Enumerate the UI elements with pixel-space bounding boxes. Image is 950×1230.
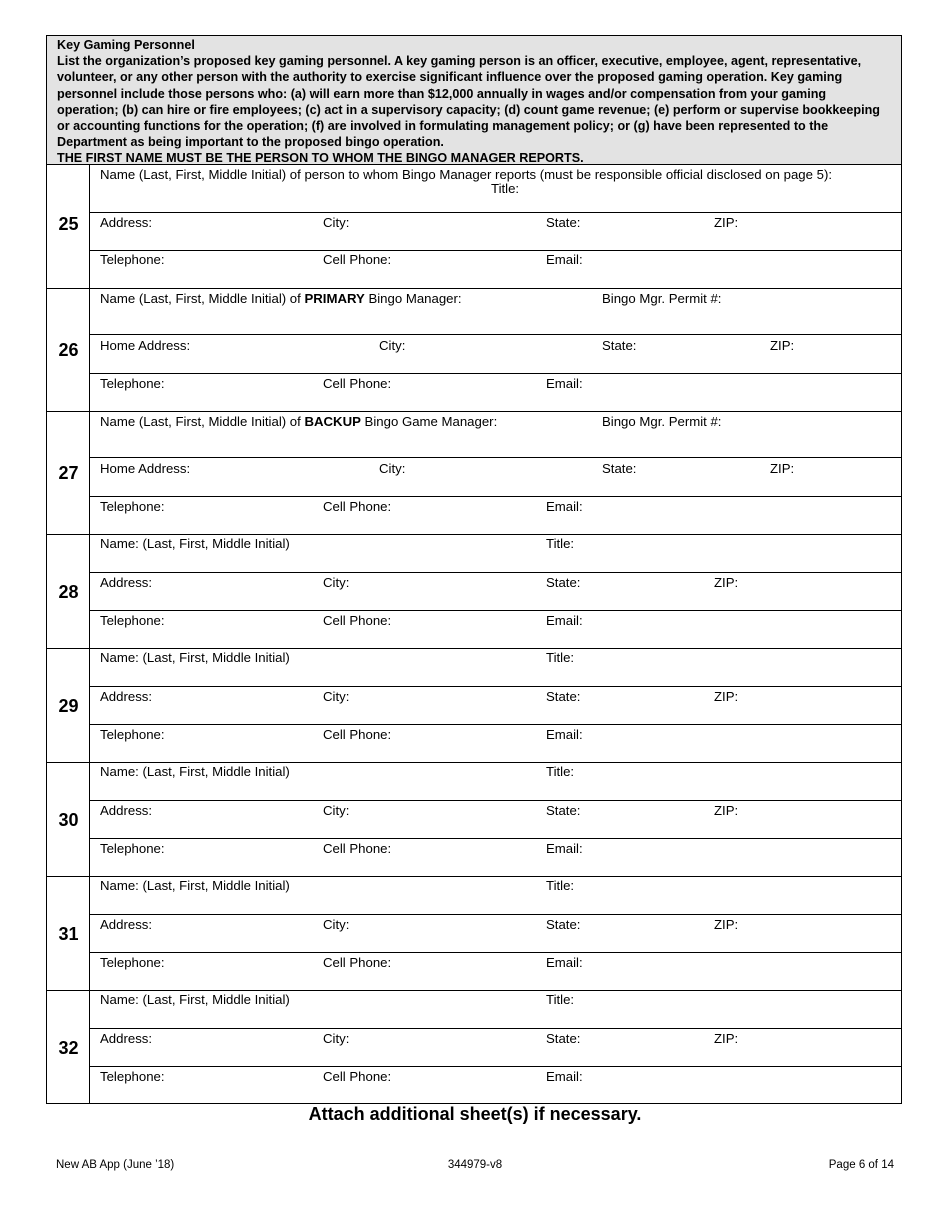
name-field-label[interactable]: Name (Last, First, Middle Initial) of person to whom Bingo Manager reports (must be responsible official disclosed on page 5): — [100, 167, 833, 182]
city-field-label[interactable]: City: — [379, 338, 406, 353]
section-header — [47, 36, 901, 165]
row-divider — [90, 838, 901, 839]
primary-keyword: PRIMARY — [304, 291, 365, 306]
state-field-label[interactable]: State: — [546, 1031, 581, 1046]
telephone-field-label[interactable]: Telephone: — [100, 727, 165, 742]
row-divider — [90, 914, 901, 915]
personnel-section-29 — [47, 649, 901, 763]
cell-phone-field-label[interactable]: Cell Phone: — [323, 376, 392, 391]
key-gaming-personnel-form — [46, 35, 902, 1104]
title-field-label[interactable]: Title: — [546, 536, 575, 551]
name-suffix: Bingo Manager: — [364, 291, 462, 306]
name-prefix: Name (Last, First, Middle Initial) of — [100, 291, 305, 306]
zip-field-label[interactable]: ZIP: — [714, 689, 739, 704]
backup-keyword: BACKUP — [304, 414, 361, 429]
section-number: 25 — [58, 214, 79, 234]
personnel-section-31 — [47, 877, 901, 991]
city-field-label[interactable]: City: — [323, 689, 350, 704]
zip-field-label[interactable]: ZIP: — [770, 461, 795, 476]
row-divider — [90, 250, 901, 251]
row-divider — [90, 572, 901, 573]
email-field-label[interactable]: Email: — [546, 727, 583, 742]
personnel-section-30 — [47, 763, 901, 877]
city-field-label[interactable]: City: — [379, 461, 406, 476]
header-title: Key Gaming Personnel — [57, 38, 195, 52]
email-field-label[interactable]: Email: — [546, 1069, 583, 1084]
title-field-label[interactable]: Title: — [546, 992, 575, 1007]
name-field-label[interactable]: Name: (Last, First, Middle Initial) — [100, 536, 290, 551]
telephone-field-label[interactable]: Telephone: — [100, 613, 165, 628]
telephone-field-label[interactable]: Telephone: — [100, 376, 165, 391]
telephone-field-label[interactable]: Telephone: — [100, 841, 165, 856]
section-number: 27 — [58, 463, 79, 483]
email-field-label[interactable]: Email: — [546, 499, 583, 514]
home-address-field-label[interactable]: Home Address: — [100, 461, 191, 476]
state-field-label[interactable]: State: — [602, 461, 637, 476]
row-divider — [90, 496, 901, 497]
section-number: 30 — [58, 810, 79, 830]
row-divider — [90, 373, 901, 374]
title-field-label[interactable]: Title: — [546, 764, 575, 779]
telephone-field-label[interactable]: Telephone: — [100, 499, 165, 514]
state-field-label[interactable]: State: — [546, 803, 581, 818]
title-field-label[interactable]: Title: — [491, 181, 520, 196]
zip-field-label[interactable]: ZIP: — [770, 338, 795, 353]
home-address-field-label[interactable]: Home Address: — [100, 338, 191, 353]
zip-field-label[interactable]: ZIP: — [714, 1031, 739, 1046]
section-number: 28 — [58, 582, 79, 602]
state-field-label[interactable]: State: — [546, 917, 581, 932]
state-field-label[interactable]: State: — [546, 575, 581, 590]
name-field-label[interactable]: Name: (Last, First, Middle Initial) — [100, 764, 290, 779]
personnel-section-32 — [47, 991, 901, 1103]
row-divider — [90, 334, 901, 335]
zip-field-label[interactable]: ZIP: — [714, 575, 739, 590]
address-field-label[interactable]: Address: — [100, 803, 153, 818]
section-number: 29 — [58, 696, 79, 716]
name-field-label[interactable]: Name: (Last, First, Middle Initial) — [100, 878, 290, 893]
address-field-label[interactable]: Address: — [100, 215, 153, 230]
permit-number-label[interactable]: Bingo Mgr. Permit #: — [602, 291, 722, 306]
city-field-label[interactable]: City: — [323, 1031, 350, 1046]
state-field-label[interactable]: State: — [546, 215, 581, 230]
address-field-label[interactable]: Address: — [100, 917, 153, 932]
email-field-label[interactable]: Email: — [546, 252, 583, 267]
section-number: 32 — [58, 1038, 79, 1058]
name-prefix: Name (Last, First, Middle Initial) of — [100, 414, 305, 429]
row-divider — [90, 212, 901, 213]
cell-phone-field-label[interactable]: Cell Phone: — [323, 499, 392, 514]
cell-phone-field-label[interactable]: Cell Phone: — [323, 727, 392, 742]
cell-phone-field-label[interactable]: Cell Phone: — [323, 1069, 392, 1084]
backup-manager-name-label[interactable] — [100, 414, 497, 429]
address-field-label[interactable]: Address: — [100, 689, 153, 704]
name-suffix: Bingo Game Manager: — [360, 414, 498, 429]
header-emphasis: THE FIRST NAME MUST BE THE PERSON TO WHOM THE BINGO MANAGER REPORTS. — [57, 151, 584, 166]
attach-sheets-note: Attach additional sheet(s) if necessary. — [308, 1104, 642, 1124]
cell-phone-field-label[interactable]: Cell Phone: — [323, 841, 392, 856]
permit-number-label[interactable]: Bingo Mgr. Permit #: — [602, 414, 722, 429]
city-field-label[interactable]: City: — [323, 917, 350, 932]
row-divider — [90, 800, 901, 801]
email-field-label[interactable]: Email: — [546, 841, 583, 856]
footer-document-id: 344979-v8 — [447, 1159, 503, 1171]
primary-manager-name-label[interactable] — [100, 291, 462, 306]
header-body: List the organization’s proposed key gaming personnel. A key gaming person is an officer, executive, employee, agent, representative, volunteer, or any other person with the authority to exercise significant influence over the proposed gaming operation. Key gaming personnel include those persons who: (a) will earn more than $12,000 annually in wages and/or compensation from your gaming operation; (b) can hire or fire employees; (c) act in a supervisory capacity; (d) count game revenue; (e) perform or supervise bookkeeping or accounting functions for the operation; (f) are involved in formulating management policy; or (g) have been represented to the Department as being important to the proposed bingo operation. — [57, 54, 880, 150]
email-field-label[interactable]: Email: — [546, 955, 583, 970]
email-field-label[interactable]: Email: — [546, 613, 583, 628]
address-field-label[interactable]: Address: — [100, 575, 153, 590]
telephone-field-label[interactable]: Telephone: — [100, 1069, 165, 1084]
footer-form-version: New AB App (June ’18) — [56, 1159, 175, 1171]
section-number: 26 — [58, 340, 79, 360]
row-divider — [90, 1028, 901, 1029]
personnel-section-26 — [47, 289, 901, 412]
name-field-label[interactable]: Name: (Last, First, Middle Initial) — [100, 650, 290, 665]
title-field-label[interactable]: Title: — [546, 878, 575, 893]
row-divider — [90, 686, 901, 687]
telephone-field-label[interactable]: Telephone: — [100, 955, 165, 970]
cell-phone-field-label[interactable]: Cell Phone: — [323, 955, 392, 970]
row-divider — [90, 1066, 901, 1067]
row-divider — [90, 457, 901, 458]
city-field-label[interactable]: City: — [323, 575, 350, 590]
zip-field-label[interactable]: ZIP: — [714, 215, 739, 230]
city-field-label[interactable]: City: — [323, 215, 350, 230]
row-divider — [90, 724, 901, 725]
row-divider — [90, 610, 901, 611]
address-field-label[interactable]: Address: — [100, 1031, 153, 1046]
city-field-label[interactable]: City: — [323, 803, 350, 818]
personnel-section-28 — [47, 535, 901, 649]
footer-page-number: Page 6 of 14 — [828, 1159, 894, 1171]
section-number: 31 — [58, 924, 79, 944]
state-field-label[interactable]: State: — [602, 338, 637, 353]
zip-field-label[interactable]: ZIP: — [714, 803, 739, 818]
cell-phone-field-label[interactable]: Cell Phone: — [323, 252, 392, 267]
zip-field-label[interactable]: ZIP: — [714, 917, 739, 932]
email-field-label[interactable]: Email: — [546, 376, 583, 391]
personnel-section-27 — [47, 412, 901, 535]
row-divider — [90, 952, 901, 953]
state-field-label[interactable]: State: — [546, 689, 581, 704]
telephone-field-label[interactable]: Telephone: — [100, 252, 165, 267]
personnel-section-25 — [47, 165, 901, 289]
title-field-label[interactable]: Title: — [546, 650, 575, 665]
name-field-label[interactable]: Name: (Last, First, Middle Initial) — [100, 992, 290, 1007]
cell-phone-field-label[interactable]: Cell Phone: — [323, 613, 392, 628]
